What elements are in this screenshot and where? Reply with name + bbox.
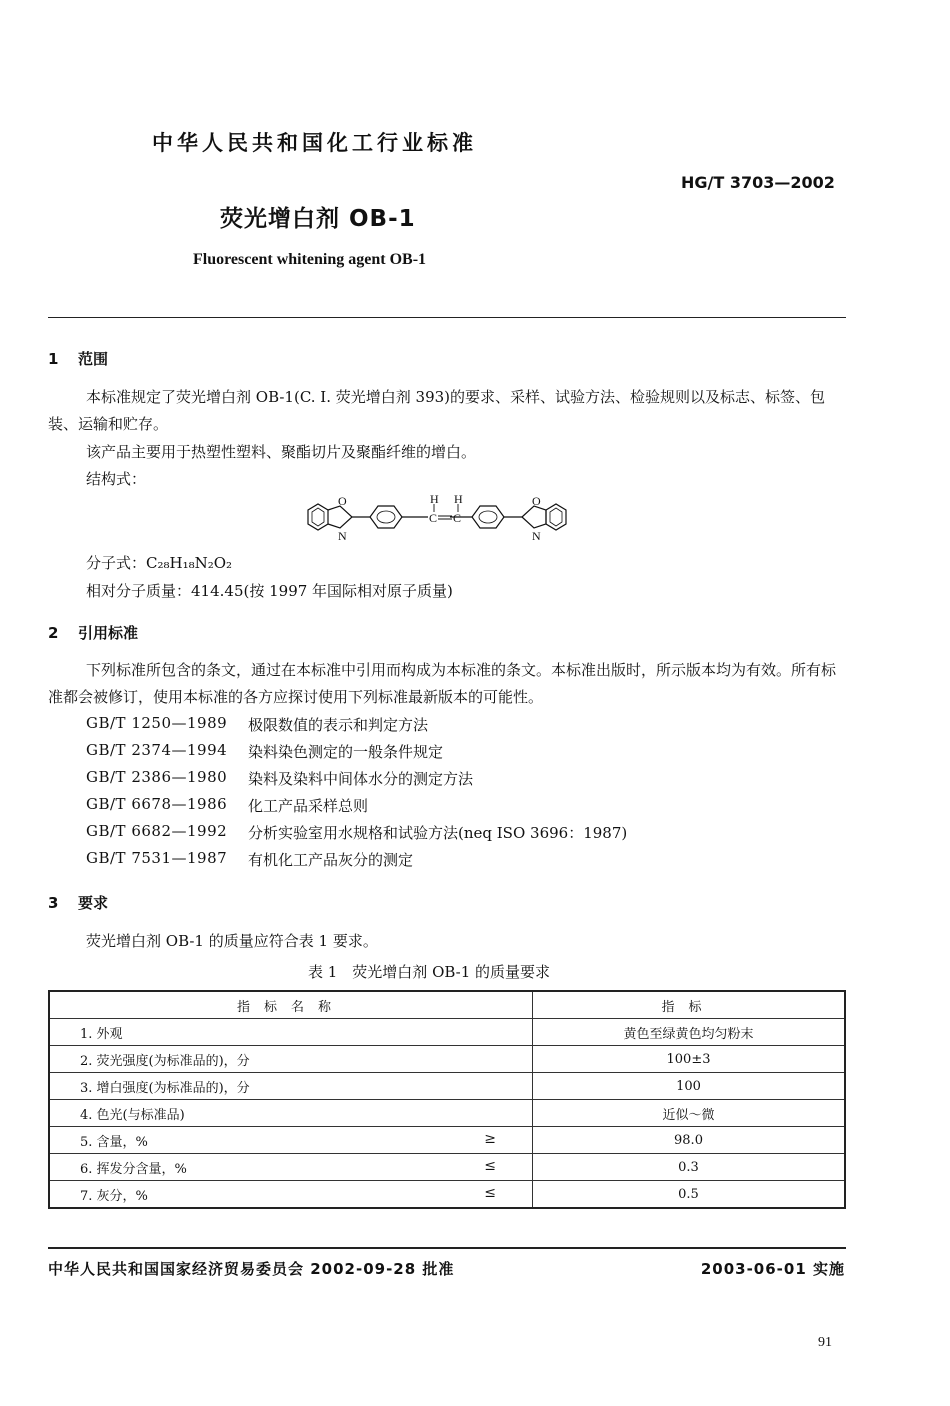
section-2-heading: [48, 622, 138, 643]
section-number: 1: [48, 350, 59, 368]
row-name: 6. 挥发分含量，%: [80, 1161, 187, 1177]
section-3-heading: [48, 892, 108, 913]
atom-n-right: N: [532, 529, 541, 543]
table-row: [49, 1181, 845, 1209]
row-value: 100: [533, 1073, 846, 1100]
atom-n-left: N: [338, 529, 347, 543]
table-row: [49, 1019, 845, 1046]
effective-date: 2003-06-01 实施: [700, 1260, 845, 1278]
page-number: 91: [818, 1335, 832, 1350]
table-row: [49, 1046, 845, 1073]
row-name: 3. 增白强度(为标准品的)，分: [80, 1080, 250, 1096]
reference-code: GB/T 1250—1989: [86, 714, 228, 732]
atom-o-left: O: [338, 494, 347, 508]
row-value: 近似～微: [533, 1100, 846, 1127]
atom-h-2: H: [454, 492, 463, 506]
table-caption: 表 1 荧光增白剂 OB-1 的质量要求: [308, 963, 551, 981]
row-name: 5. 含量，%: [80, 1134, 148, 1150]
normative-references-paragraph: 下列标准所包含的条文，通过在本标准中引用而构成为本标准的条文。本标准出版时，所示版本均为有效。所有标准都会被修订，使用本标准的各方应探讨使用下列标准最新版本的可能性。: [48, 661, 837, 706]
structure-label: 结构式：: [86, 470, 147, 488]
document-title: 荧光增白剂 OB-1: [220, 206, 416, 232]
header-divider: [48, 317, 846, 318]
row-name: 1. 外观: [80, 1026, 123, 1042]
row-value: 98.0: [533, 1127, 846, 1154]
section-title: 范围: [78, 350, 109, 368]
row-name: 2. 荧光强度(为标准品的)，分: [80, 1053, 250, 1069]
chemical-structure: [300, 492, 600, 548]
section-title: 要求: [78, 894, 109, 912]
reference-code: GB/T 2374—1994: [86, 741, 228, 759]
reference-title: 有机化工产品灰分的测定: [248, 851, 414, 869]
table-row: [49, 1154, 845, 1181]
atom-c-1: C: [429, 511, 438, 525]
row-relation: ≤: [484, 1157, 496, 1174]
usage-paragraph: 该产品主要用于热塑性塑料、聚酯切片及聚酯纤维的增白。: [86, 443, 477, 461]
atom-o-right: O: [532, 494, 541, 508]
reference-code: GB/T 7531—1987: [86, 849, 228, 867]
row-name: 7. 灰分，%: [80, 1188, 148, 1204]
requirements-paragraph: 荧光增白剂 OB-1 的质量应符合表 1 要求。: [86, 932, 378, 950]
reference-code: GB/T 2386—1980: [86, 768, 228, 786]
document-title-english: Fluorescent whitening agent OB-1: [193, 251, 427, 268]
standard-number: HG/T 3703—2002: [681, 173, 835, 192]
table-header-row: [49, 991, 845, 1019]
reference-title: 化工产品采样总则: [248, 797, 369, 815]
column-header-name: 指标名称: [49, 991, 533, 1019]
industry-standard-title: 中华人民共和国化工行业标准: [152, 131, 477, 155]
reference-title: 分析实验室用水规格和试验方法(neq ISO 3696：1987): [248, 824, 628, 842]
footer-divider: [48, 1247, 846, 1249]
row-value: 100±3: [533, 1046, 846, 1073]
section-1-heading: [48, 348, 108, 369]
molecular-formula: 分子式：C₂₈H₁₈N₂O₂: [86, 554, 233, 572]
atom-h-1: H: [430, 492, 439, 506]
reference-title: 极限数值的表示和判定方法: [248, 716, 429, 734]
row-relation: ≥: [484, 1130, 496, 1147]
row-value: 黄色至绿黄色均匀粉末: [533, 1019, 846, 1046]
reference-title: 染料染色测定的一般条件规定: [248, 743, 444, 761]
reference-code: GB/T 6682—1992: [86, 822, 228, 840]
molecular-mass: 相对分子质量：414.45(按 1997 年国际相对原子质量): [86, 582, 453, 600]
table-row: [49, 1127, 845, 1154]
row-value: 0.3: [533, 1154, 846, 1181]
table-row: [49, 1073, 845, 1100]
reference-code: GB/T 6678—1986: [86, 795, 228, 813]
atom-c-2: C: [453, 511, 462, 525]
formula-value: C₂₈H₁₈N₂O₂: [146, 554, 233, 572]
section-title: 引用标准: [78, 624, 139, 642]
table-row: [49, 1100, 845, 1127]
section-number: 2: [48, 624, 59, 642]
row-value: 0.5: [533, 1181, 846, 1209]
reference-title: 染料及染料中间体水分的测定方法: [248, 770, 474, 788]
row-relation: ≤: [484, 1184, 496, 1201]
quality-requirements-table: [48, 990, 846, 1209]
scope-paragraph: 本标准规定了荧光增白剂 OB-1(C. I. 荧光增白剂 393)的要求、采样、试验方法、检验规则以及标志、标签、包装、运输和贮存。: [48, 388, 826, 433]
column-header-value: 指标: [533, 991, 846, 1019]
row-name: 4. 色光(与标准品): [80, 1107, 185, 1123]
section-number: 3: [48, 894, 59, 912]
approval-statement: 中华人民共和国国家经济贸易委员会 2002-09-28 批准: [48, 1260, 455, 1278]
